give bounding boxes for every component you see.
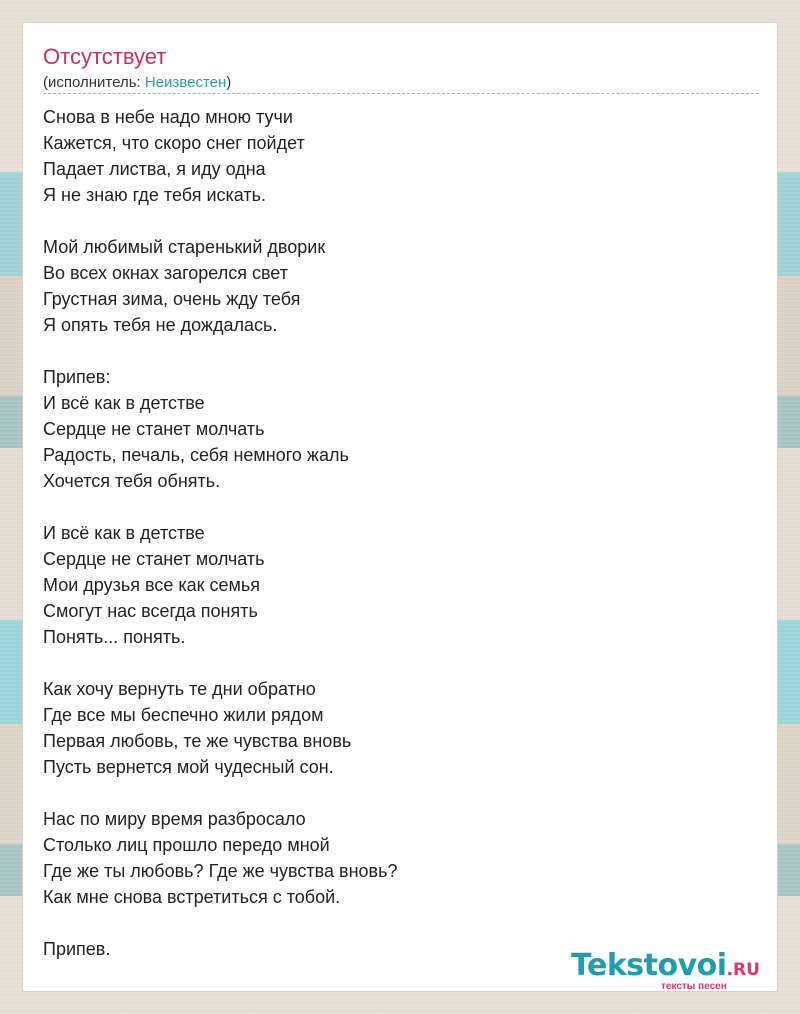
lyric-line: Я опять тебя не дождалась. [43,315,278,335]
site-logo[interactable] [571,949,771,993]
artist-link[interactable]: Неизвестен [144,74,227,91]
lyric-line: Радость, печаль, себя немного жаль [43,445,349,465]
lyric-line: Понять... понять. [43,627,186,647]
lyric-line: Где же ты любовь? Где же чувства вновь? [43,861,398,881]
lyric-line: Мои друзья все как семья [43,575,260,595]
lyric-line: Сердце не станет молчать [43,549,265,569]
logo-main-text: Tekstovoi [571,948,727,983]
lyric-line: Мой любимый старенький дворик [43,237,326,257]
lyric-line: Грустная зима, очень жду тебя [43,289,301,309]
stanza-gap [43,494,743,520]
stanza-gap [43,650,743,676]
lyric-line: Нас по миру время разбросало [43,809,306,829]
lyric-line: Смогут нас всегда понять [43,601,258,621]
lyric-line: Как мне снова встретиться с тобой. [43,887,341,907]
lyric-line: Где все мы беспечно жили рядом [43,705,324,725]
lyric-line: Припев: [43,367,111,387]
lyrics-text [43,104,743,962]
lyric-line: Падает листва, я иду одна [43,159,266,179]
lyric-line: Первая любовь, те же чувства вновь [43,731,352,751]
lyrics-card [22,22,778,992]
lyric-line: Припев. [43,939,111,959]
header-divider [43,93,759,94]
lyric-line: И всё как в детстве [43,393,205,413]
lyric-line: Снова в небе надо мною тучи [43,107,293,127]
logo-subtitle: тексты песен [661,981,727,992]
stanza-gap [43,910,743,936]
lyric-line: Хочется тебя обнять. [43,471,221,491]
stanza-gap [43,338,743,364]
stanza-gap [43,208,743,234]
artist-suffix: ) [226,74,232,91]
artist-line [43,74,231,92]
lyric-line: Сердце не станет молчать [43,419,265,439]
logo-tld: .RU [726,960,760,980]
lyric-line: Кажется, что скоро снег пойдет [43,133,305,153]
lyric-line: Я не знаю где тебя искать. [43,185,267,205]
song-title: Отсутствует [43,44,167,69]
stanza-gap [43,780,743,806]
lyric-line: Как хочу вернуть те дни обратно [43,679,316,699]
artist-prefix: (исполнитель: [43,74,145,91]
lyric-line: И всё как в детстве [43,523,205,543]
lyric-line: Пусть вернется мой чудесный сон. [43,757,334,777]
lyric-line: Во всех окнах загорелся свет [43,263,288,283]
lyric-line: Столько лиц прошло передо мной [43,835,330,855]
